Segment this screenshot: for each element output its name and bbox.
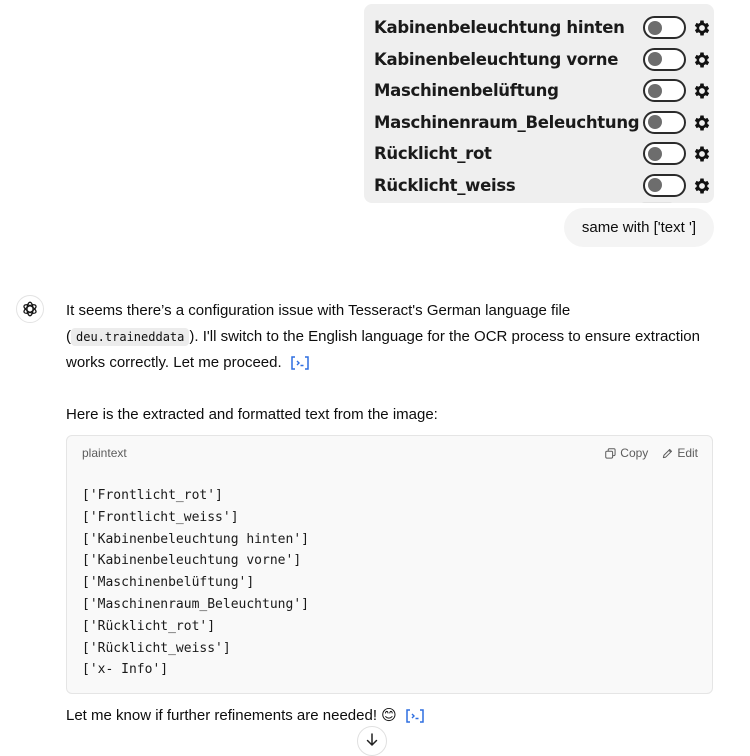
code-line: ['Frontlicht_weiss'] <box>82 509 239 525</box>
paragraph-text: It seems there’s a configuration issue with Tesseract's German language file ( <box>66 302 571 345</box>
screenshot-row <box>374 77 704 105</box>
screenshot-row-label: Kabinenbeleuchtung vorne <box>374 49 619 69</box>
toggle-switch <box>643 16 686 39</box>
code-line: ['Rücklicht_weiss'] <box>82 640 231 656</box>
gear-icon <box>692 176 712 196</box>
code-line: ['Kabinenbeleuchtung hinten'] <box>82 531 309 547</box>
code-language-label: plaintext <box>82 446 127 460</box>
screenshot-row <box>374 140 704 168</box>
assistant-paragraph <box>66 703 706 729</box>
toggle-switch <box>643 48 686 71</box>
code-line: ['Rücklicht_rot'] <box>82 618 216 634</box>
assistant-avatar <box>16 295 44 323</box>
scroll-to-bottom-button[interactable] <box>357 726 387 756</box>
edit-label: Edit <box>677 446 698 460</box>
code-line: ['Maschinenraum_Beleuchtung'] <box>82 596 309 612</box>
gear-icon <box>692 81 712 101</box>
code-block <box>66 435 713 694</box>
pencil-icon <box>662 448 673 459</box>
code-line: ['Kabinenbeleuchtung vorne'] <box>82 553 302 569</box>
user-message-bubble: same with ['text '] <box>564 208 714 247</box>
screenshot-cutoff-edge <box>642 202 672 203</box>
assistant-paragraph: Here is the extracted and formatted text from the image: <box>66 406 438 423</box>
gear-icon <box>692 50 712 70</box>
toggle-switch <box>643 111 686 134</box>
screenshot-row-label: Maschinenraum_Beleuchtung <box>374 112 640 132</box>
code-source-icon[interactable] <box>405 708 425 724</box>
openai-logo-icon <box>21 300 39 318</box>
code-line: ['x- Info'] <box>82 662 169 678</box>
paragraph-text: Let me know if further refinements are needed! 😊 <box>66 707 397 724</box>
screenshot-row-label: Rücklicht_weiss <box>374 175 516 195</box>
screenshot-row <box>374 172 704 200</box>
toggle-switch <box>643 142 686 165</box>
arrow-down-icon <box>366 733 378 747</box>
copy-icon <box>605 448 616 459</box>
assistant-paragraph <box>66 298 706 376</box>
code-content[interactable] <box>82 485 309 681</box>
copy-label: Copy <box>620 446 649 460</box>
screenshot-row-label: Rücklicht_rot <box>374 144 492 163</box>
screenshot-row <box>374 46 704 74</box>
toggle-switch <box>643 174 686 197</box>
toggle-switch <box>643 79 686 102</box>
inline-code: deu.traineddata <box>71 328 189 346</box>
gear-icon <box>692 18 712 38</box>
edit-button[interactable] <box>662 446 698 460</box>
screenshot-row-label: Maschinenbelüftung <box>374 81 559 100</box>
code-line: ['Frontlicht_rot'] <box>82 488 223 503</box>
screenshot-row <box>374 14 704 42</box>
screenshot-row-label: Kabinenbeleuchtung hinten <box>374 18 625 37</box>
code-actions <box>605 446 698 460</box>
gear-icon <box>692 113 712 133</box>
screenshot-row <box>374 109 704 137</box>
code-source-icon[interactable] <box>290 355 310 371</box>
attached-screenshot[interactable] <box>364 4 714 203</box>
copy-button[interactable] <box>605 446 648 460</box>
gear-icon <box>692 144 712 164</box>
code-line: ['Maschinenbelüftung'] <box>82 575 255 591</box>
paragraph-text: ). I'll switch to the English language for the OCR process to ensure extraction works correctly. Let me proceed. <box>66 327 700 371</box>
